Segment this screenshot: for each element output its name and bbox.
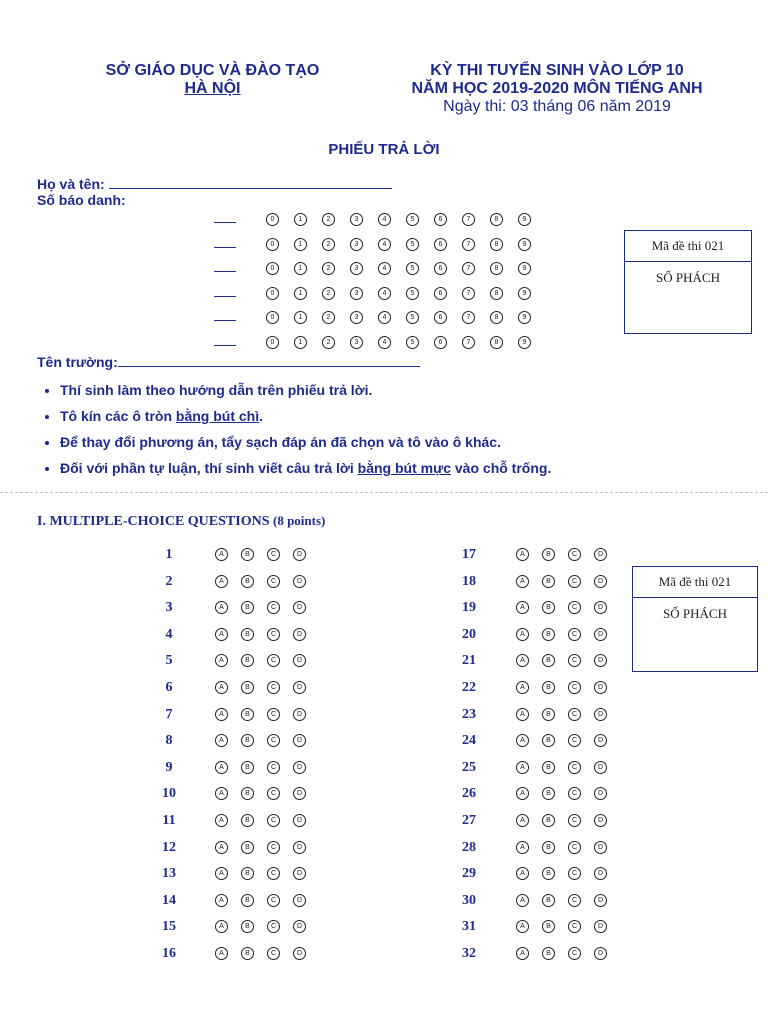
instruction-text: Thí sinh làm theo hướng dẫn trên phiếu trả lời. xyxy=(60,382,373,398)
digit-bubble[interactable]: 6 xyxy=(434,287,447,300)
exam-title xyxy=(378,62,736,116)
digit-bubble[interactable]: 2 xyxy=(322,336,335,349)
answer-bubble-b[interactable]: B xyxy=(542,654,555,667)
answer-bubble-a[interactable]: A xyxy=(516,867,529,880)
answer-bubble-d[interactable]: D xyxy=(293,894,306,907)
answer-bubble-b[interactable]: B xyxy=(241,894,254,907)
section-heading: I. MULTIPLE-CHOICE QUESTIONS xyxy=(37,514,270,529)
digit-bubble[interactable]: 5 xyxy=(406,311,419,324)
digit-bubble[interactable]: 9 xyxy=(518,213,531,226)
digit-bubble[interactable]: 1 xyxy=(294,238,307,251)
answer-bubble-c[interactable]: C xyxy=(267,761,280,774)
digit-bubble[interactable]: 9 xyxy=(518,311,531,324)
answer-bubble-d[interactable]: D xyxy=(293,734,306,747)
answer-bubble-d[interactable]: D xyxy=(594,575,607,588)
answer-bubble-a[interactable]: A xyxy=(215,761,228,774)
digit-bubble[interactable]: 9 xyxy=(518,238,531,251)
answer-bubble-b[interactable]: B xyxy=(542,814,555,827)
answer-bubble-c[interactable]: C xyxy=(267,628,280,641)
digit-bubble[interactable]: 3 xyxy=(350,262,363,275)
answer-bubble-a[interactable]: A xyxy=(215,628,228,641)
answer-bubble-b[interactable]: B xyxy=(241,787,254,800)
instruction-text: Đối với phần tự luận, thí sinh viết câu trả lời xyxy=(60,460,358,476)
answer-bubble-a[interactable]: A xyxy=(215,681,228,694)
answer-bubble-b[interactable]: B xyxy=(241,628,254,641)
digit-bubble[interactable]: 2 xyxy=(322,213,335,226)
answer-bubble-a[interactable]: A xyxy=(516,628,529,641)
exam-date: Ngày thi: 03 tháng 06 năm 2019 xyxy=(443,98,671,115)
question-number: 10 xyxy=(162,786,176,802)
answer-bubble-c[interactable]: C xyxy=(568,947,581,960)
question-number: 18 xyxy=(462,573,476,589)
answer-bubble-d[interactable]: D xyxy=(594,601,607,614)
question-number: 22 xyxy=(462,680,476,695)
answer-bubble-d[interactable]: D xyxy=(594,761,607,774)
answer-bubble-a[interactable]: A xyxy=(516,575,529,588)
answer-bubble-c[interactable]: C xyxy=(568,681,581,694)
question-number: 31 xyxy=(462,919,476,935)
answer-bubble-a[interactable]: A xyxy=(215,894,228,907)
digit-bubble[interactable]: 7 xyxy=(462,311,475,324)
digit-bubble[interactable]: 7 xyxy=(462,262,475,275)
answer-bubble-b[interactable]: B xyxy=(542,708,555,721)
question-number: 12 xyxy=(162,839,176,855)
answer-bubble-c[interactable]: C xyxy=(568,734,581,747)
digit-bubble[interactable]: 2 xyxy=(322,311,335,324)
answer-bubble-d[interactable]: D xyxy=(594,734,607,747)
form-title: PHIẾU TRẢ LỜI xyxy=(328,141,440,158)
answer-bubble-c[interactable]: C xyxy=(267,601,280,614)
answer-bubble-a[interactable]: A xyxy=(215,575,228,588)
answer-bubble-c[interactable]: C xyxy=(267,734,280,747)
digit-bubble[interactable]: 2 xyxy=(322,238,335,251)
answer-bubble-d[interactable]: D xyxy=(293,654,306,667)
answer-bubble-c[interactable]: C xyxy=(267,575,280,588)
answer-bubble-b[interactable]: B xyxy=(241,734,254,747)
answer-bubble-d[interactable]: D xyxy=(293,628,306,641)
question-number: 6 xyxy=(165,680,173,695)
answer-bubble-d[interactable]: D xyxy=(594,787,607,800)
answer-bubble-c[interactable]: C xyxy=(568,867,581,880)
answer-bubble-a[interactable]: A xyxy=(516,681,529,694)
answer-bubble-c[interactable]: C xyxy=(568,575,581,588)
instruction-text: Để thay đổi phương án, tẩy sạch đáp án đã chọn và tô vào ô khác. xyxy=(60,434,501,450)
answer-bubble-b[interactable]: B xyxy=(241,841,254,854)
answer-bubble-b[interactable]: B xyxy=(241,867,254,880)
answer-bubble-c[interactable]: C xyxy=(267,894,280,907)
digit-bubble[interactable]: 0 xyxy=(266,238,279,251)
instruction-text-end: vào chỗ trống. xyxy=(451,460,552,476)
so-phach-label: SỐ PHÁCH xyxy=(656,270,720,285)
question-number: 23 xyxy=(462,706,476,722)
answer-bubble-c[interactable]: C xyxy=(267,841,280,854)
answer-bubble-c[interactable]: C xyxy=(267,947,280,960)
question-number: 2 xyxy=(165,573,173,589)
question-number: 25 xyxy=(462,759,476,775)
digit-bubble[interactable]: 3 xyxy=(350,311,363,324)
answer-bubble-a[interactable]: A xyxy=(516,894,529,907)
answer-bubble-c[interactable]: C xyxy=(568,548,581,561)
exam-line1: KỲ THI TUYỂN SINH VÀO LỚP 10 xyxy=(430,62,684,79)
answer-bubble-a[interactable]: A xyxy=(215,708,228,721)
answer-bubble-a[interactable]: A xyxy=(215,654,228,667)
answer-bubble-d[interactable]: D xyxy=(293,575,306,588)
answer-bubble-a[interactable]: A xyxy=(215,841,228,854)
answer-bubble-d[interactable]: D xyxy=(594,894,607,907)
answer-bubble-c[interactable]: C xyxy=(267,548,280,561)
answer-bubble-d[interactable]: D xyxy=(594,920,607,933)
answer-bubble-c[interactable]: C xyxy=(568,814,581,827)
answer-bubble-b[interactable]: B xyxy=(542,628,555,641)
digit-bubble[interactable]: 1 xyxy=(294,262,307,275)
answer-bubble-d[interactable]: D xyxy=(594,814,607,827)
answer-bubble-c[interactable]: C xyxy=(267,708,280,721)
name-blank[interactable] xyxy=(109,188,392,189)
answer-bubble-b[interactable]: B xyxy=(241,654,254,667)
answer-bubble-a[interactable]: A xyxy=(215,867,228,880)
answer-bubble-a[interactable]: A xyxy=(215,601,228,614)
digit-bubble[interactable]: 8 xyxy=(490,238,503,251)
question-number: 7 xyxy=(165,706,173,722)
question-number: 11 xyxy=(162,813,176,828)
digit-bubble[interactable]: 6 xyxy=(434,311,447,324)
exam-code-2: Mã đề thi 021 xyxy=(633,567,757,598)
digit-bubble[interactable]: 5 xyxy=(406,238,419,251)
department-line1: SỞ GIÁO DỤC VÀ ĐÀO TẠO xyxy=(105,62,320,79)
digit-bubble[interactable]: 3 xyxy=(350,336,363,349)
answer-bubble-a[interactable]: A xyxy=(516,841,529,854)
digit-bubble[interactable]: 0 xyxy=(266,336,279,349)
so-phach-label-2: SỐ PHÁCH xyxy=(663,606,727,621)
sbd-blank[interactable] xyxy=(214,222,236,223)
question-number: 14 xyxy=(162,892,176,908)
answer-bubble-b[interactable]: B xyxy=(542,867,555,880)
digit-bubble[interactable]: 8 xyxy=(490,336,503,349)
answer-bubble-c[interactable]: C xyxy=(568,708,581,721)
answer-bubble-c[interactable]: C xyxy=(568,628,581,641)
answer-bubble-a[interactable]: A xyxy=(215,947,228,960)
name-label: Họ và tên: xyxy=(37,176,105,192)
answer-bubble-a[interactable]: A xyxy=(516,654,529,667)
answer-bubble-c[interactable]: C xyxy=(267,920,280,933)
answer-bubble-d[interactable]: D xyxy=(293,841,306,854)
answer-bubble-d[interactable]: D xyxy=(293,787,306,800)
digit-bubble[interactable]: 6 xyxy=(434,336,447,349)
answer-bubble-b[interactable]: B xyxy=(542,920,555,933)
answer-bubble-c[interactable]: C xyxy=(568,654,581,667)
answer-bubble-b[interactable]: B xyxy=(542,947,555,960)
digit-bubble[interactable]: 7 xyxy=(462,213,475,226)
answer-bubble-b[interactable]: B xyxy=(241,814,254,827)
school-label: Tên trường: xyxy=(37,354,118,370)
digit-bubble[interactable]: 7 xyxy=(462,287,475,300)
answer-bubble-b[interactable]: B xyxy=(542,681,555,694)
answer-bubble-a[interactable]: A xyxy=(215,548,228,561)
digit-bubble[interactable]: 4 xyxy=(378,311,391,324)
answer-bubble-a[interactable]: A xyxy=(516,947,529,960)
answer-bubble-b[interactable]: B xyxy=(542,761,555,774)
sbd-label: Số báo danh: xyxy=(37,192,126,208)
question-number: 26 xyxy=(462,786,476,802)
answer-bubble-d[interactable]: D xyxy=(293,867,306,880)
answer-bubble-d[interactable]: D xyxy=(293,761,306,774)
exam-line2: NĂM HỌC 2019-2020 MÔN TIẾNG ANH xyxy=(411,80,703,97)
answer-bubble-c[interactable]: C xyxy=(267,681,280,694)
answer-bubble-c[interactable]: C xyxy=(568,920,581,933)
sbd-blank[interactable] xyxy=(214,320,236,321)
answer-bubble-c[interactable]: C xyxy=(267,787,280,800)
answer-bubble-d[interactable]: D xyxy=(293,920,306,933)
digit-bubble[interactable]: 1 xyxy=(294,287,307,300)
question-number: 15 xyxy=(162,919,176,935)
digit-bubble[interactable]: 1 xyxy=(294,213,307,226)
answer-bubble-c[interactable]: C xyxy=(568,761,581,774)
answer-bubble-d[interactable]: D xyxy=(594,654,607,667)
instructions-list xyxy=(38,382,551,486)
answer-bubble-a[interactable]: A xyxy=(516,920,529,933)
digit-bubble[interactable]: 8 xyxy=(490,287,503,300)
question-number: 19 xyxy=(462,600,476,616)
answer-bubble-b[interactable]: B xyxy=(542,734,555,747)
question-number: 16 xyxy=(162,946,176,961)
answer-bubble-a[interactable]: A xyxy=(516,548,529,561)
answer-bubble-b[interactable]: B xyxy=(241,681,254,694)
digit-bubble[interactable]: 8 xyxy=(490,213,503,226)
question-number: 28 xyxy=(462,839,476,855)
digit-bubble[interactable]: 3 xyxy=(350,238,363,251)
name-field[interactable] xyxy=(37,176,392,192)
answer-bubble-d[interactable]: D xyxy=(594,628,607,641)
question-number: 24 xyxy=(462,733,476,749)
sbd-grid xyxy=(0,210,600,360)
digit-bubble[interactable]: 1 xyxy=(294,311,307,324)
instruction-emphasis: bằng bút chì xyxy=(175,408,260,424)
answer-bubble-a[interactable]: A xyxy=(516,708,529,721)
question-number: 30 xyxy=(462,892,476,908)
sbd-blank[interactable] xyxy=(214,271,236,272)
digit-bubble[interactable]: 6 xyxy=(434,238,447,251)
answer-bubble-b[interactable]: B xyxy=(542,841,555,854)
sbd-blank[interactable] xyxy=(214,247,236,248)
digit-bubble[interactable]: 2 xyxy=(322,262,335,275)
question-number: 9 xyxy=(165,759,173,775)
question-number: 4 xyxy=(165,626,173,642)
answer-bubble-d[interactable]: D xyxy=(293,708,306,721)
answer-bubble-b[interactable]: B xyxy=(241,575,254,588)
answer-bubble-a[interactable]: A xyxy=(215,920,228,933)
answer-bubble-b[interactable]: B xyxy=(241,920,254,933)
dashed-separator xyxy=(0,492,768,493)
answer-bubble-b[interactable]: B xyxy=(542,787,555,800)
school-field[interactable] xyxy=(37,354,420,370)
question-number: 5 xyxy=(165,653,173,669)
answer-bubble-b[interactable]: B xyxy=(542,548,555,561)
answer-bubble-b[interactable]: B xyxy=(542,575,555,588)
digit-bubble[interactable]: 0 xyxy=(266,311,279,324)
answer-bubble-d[interactable]: D xyxy=(293,548,306,561)
answer-bubble-c[interactable]: C xyxy=(267,867,280,880)
digit-bubble[interactable]: 4 xyxy=(378,287,391,300)
question-number: 1 xyxy=(165,547,173,562)
answer-bubble-a[interactable]: A xyxy=(516,734,529,747)
answer-bubble-b[interactable]: B xyxy=(241,761,254,774)
exam-code: Mã đề thi 021 xyxy=(625,231,751,262)
instruction-item xyxy=(60,460,551,476)
answer-bubble-d[interactable]: D xyxy=(594,548,607,561)
section-title xyxy=(37,513,325,530)
digit-bubble[interactable]: 7 xyxy=(462,336,475,349)
answer-bubble-a[interactable]: A xyxy=(516,761,529,774)
sbd-blank[interactable] xyxy=(214,345,236,346)
digit-bubble[interactable]: 4 xyxy=(378,213,391,226)
answer-bubble-d[interactable]: D xyxy=(594,867,607,880)
digit-bubble[interactable]: 0 xyxy=(266,262,279,275)
digit-bubble[interactable]: 7 xyxy=(462,238,475,251)
department-title xyxy=(80,62,345,98)
instruction-text-end: . xyxy=(259,408,264,424)
answer-bubble-c[interactable]: C xyxy=(568,601,581,614)
answer-bubble-d[interactable]: D xyxy=(293,947,306,960)
instruction-text: Tô kín các ô tròn xyxy=(60,408,176,424)
digit-bubble[interactable]: 5 xyxy=(406,287,419,300)
answer-bubble-a[interactable]: A xyxy=(516,601,529,614)
instruction-item xyxy=(60,408,551,424)
answer-bubble-d[interactable]: D xyxy=(594,681,607,694)
school-blank[interactable] xyxy=(118,366,420,367)
instruction-emphasis: bằng bút mực xyxy=(357,460,451,476)
instruction-item xyxy=(60,434,551,450)
digit-bubble[interactable]: 5 xyxy=(406,213,419,226)
question-number: 27 xyxy=(462,813,476,828)
answer-bubble-a[interactable]: A xyxy=(516,814,529,827)
answer-bubble-b[interactable]: B xyxy=(241,947,254,960)
digit-bubble[interactable]: 9 xyxy=(518,262,531,275)
department-line2: HÀ NỘI xyxy=(184,80,241,97)
answer-bubble-b[interactable]: B xyxy=(542,894,555,907)
answer-bubble-b[interactable]: B xyxy=(241,708,254,721)
digit-bubble[interactable]: 5 xyxy=(406,336,419,349)
digit-bubble[interactable]: 4 xyxy=(378,336,391,349)
digit-bubble[interactable]: 3 xyxy=(350,213,363,226)
answer-bubble-c[interactable]: C xyxy=(568,787,581,800)
digit-bubble[interactable]: 8 xyxy=(490,262,503,275)
answer-bubble-b[interactable]: B xyxy=(241,548,254,561)
digit-bubble[interactable]: 6 xyxy=(434,213,447,226)
answer-bubble-c[interactable]: C xyxy=(267,814,280,827)
answer-bubble-a[interactable]: A xyxy=(516,787,529,800)
answer-bubble-d[interactable]: D xyxy=(293,814,306,827)
digit-bubble[interactable]: 8 xyxy=(490,311,503,324)
question-number: 17 xyxy=(462,547,476,562)
answer-bubble-c[interactable]: C xyxy=(568,841,581,854)
answer-bubble-d[interactable]: D xyxy=(594,708,607,721)
exam-code-box-2 xyxy=(632,566,758,672)
sbd-blank[interactable] xyxy=(214,296,236,297)
question-number: 13 xyxy=(162,866,176,882)
digit-bubble[interactable]: 6 xyxy=(434,262,447,275)
question-number: 32 xyxy=(462,946,476,961)
instruction-item xyxy=(60,382,551,398)
question-number: 20 xyxy=(462,626,476,642)
question-number: 3 xyxy=(165,600,173,616)
digit-bubble[interactable]: 0 xyxy=(266,287,279,300)
digit-bubble[interactable]: 3 xyxy=(350,287,363,300)
digit-bubble[interactable]: 1 xyxy=(294,336,307,349)
answer-bubble-b[interactable]: B xyxy=(542,601,555,614)
answer-bubble-a[interactable]: A xyxy=(215,734,228,747)
answer-bubble-c[interactable]: C xyxy=(267,654,280,667)
answer-bubble-a[interactable]: A xyxy=(215,787,228,800)
digit-bubble[interactable]: 5 xyxy=(406,262,419,275)
digit-bubble[interactable]: 9 xyxy=(518,287,531,300)
digit-bubble[interactable]: 2 xyxy=(322,287,335,300)
section-points: (8 points) xyxy=(272,513,326,528)
question-number: 21 xyxy=(462,653,476,669)
exam-code-box xyxy=(624,230,752,334)
digit-bubble[interactable]: 0 xyxy=(266,213,279,226)
answer-bubble-a[interactable]: A xyxy=(215,814,228,827)
answer-bubble-d[interactable]: D xyxy=(293,601,306,614)
answer-bubble-c[interactable]: C xyxy=(568,894,581,907)
answer-bubble-d[interactable]: D xyxy=(293,681,306,694)
digit-bubble[interactable]: 4 xyxy=(378,238,391,251)
question-number: 8 xyxy=(165,733,173,749)
answer-bubble-d[interactable]: D xyxy=(594,841,607,854)
digit-bubble[interactable]: 4 xyxy=(378,262,391,275)
digit-bubble[interactable]: 9 xyxy=(518,336,531,349)
answer-bubble-d[interactable]: D xyxy=(594,947,607,960)
question-number: 29 xyxy=(462,866,476,882)
answer-bubble-b[interactable]: B xyxy=(241,601,254,614)
